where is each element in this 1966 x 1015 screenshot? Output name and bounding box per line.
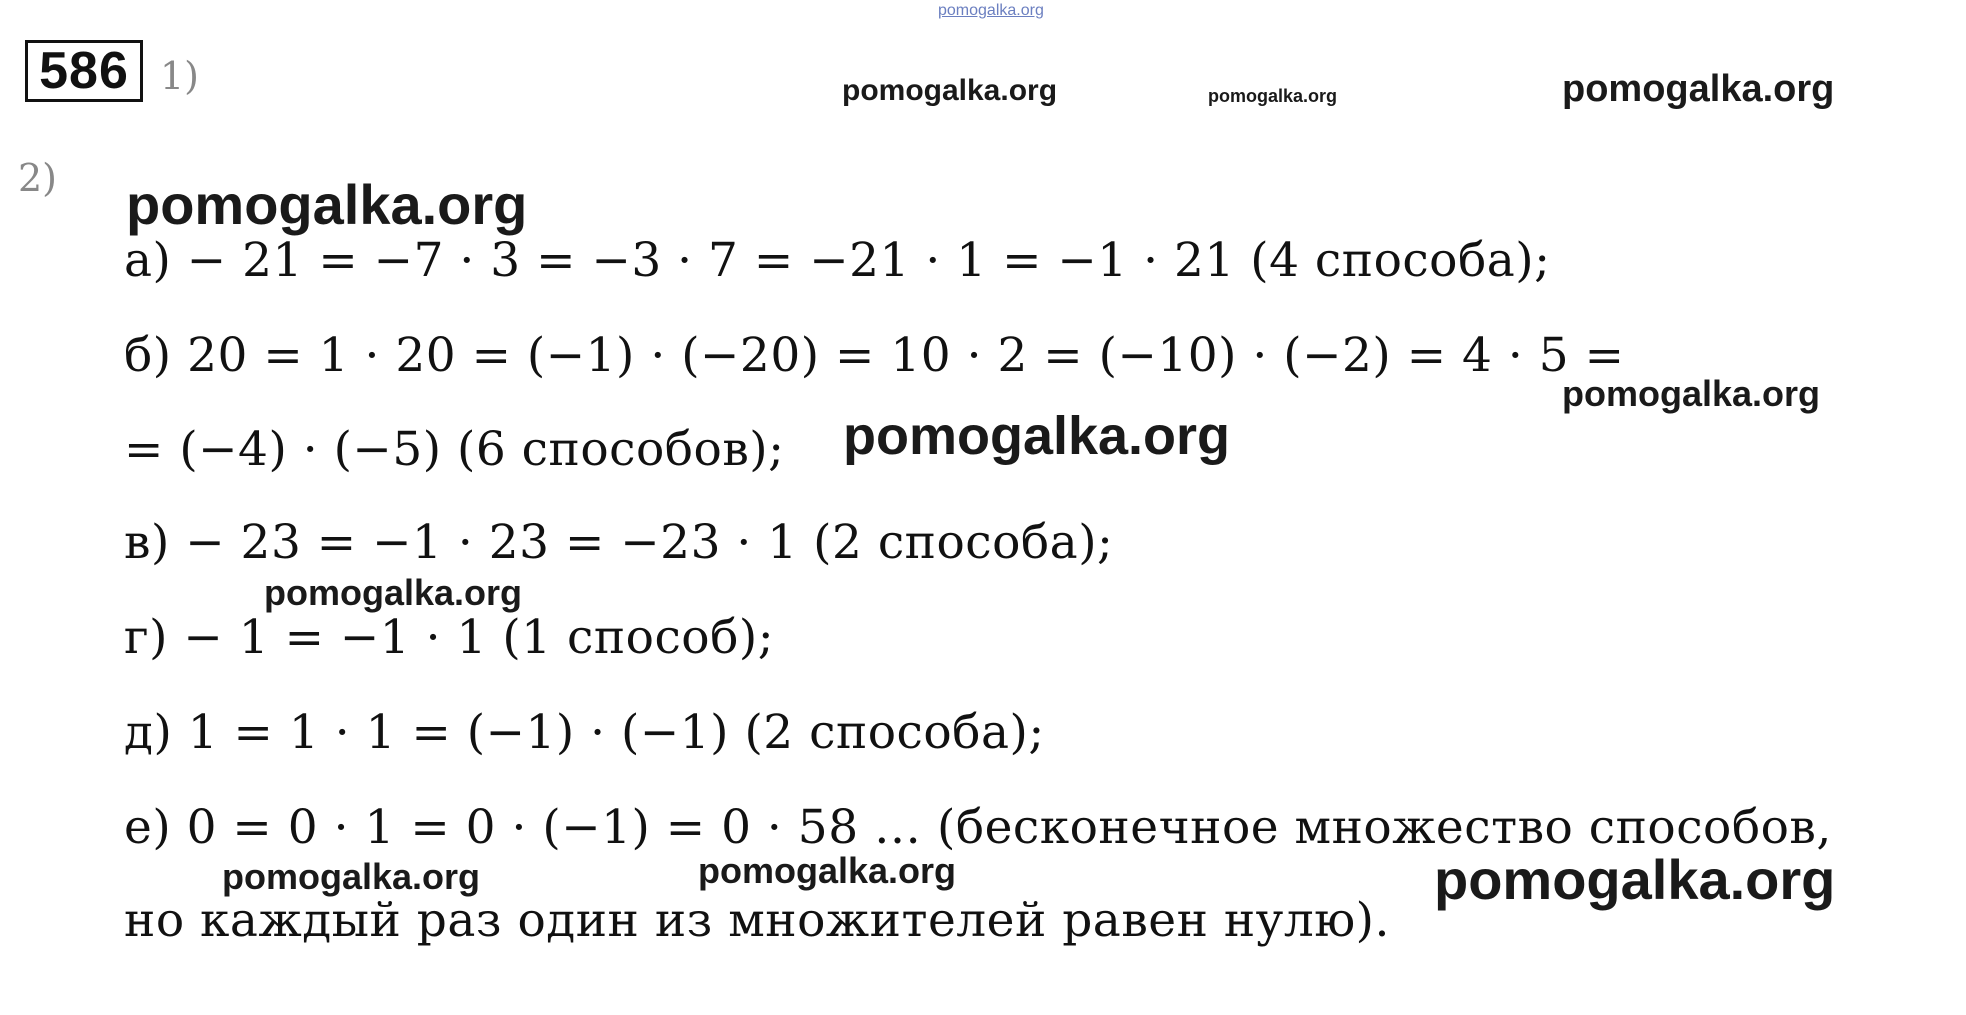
solution-line-a: а) − 21 = −7 · 3 = −3 · 7 = −21 · 1 = −1 · 21 (4 способа); (124, 233, 1551, 288)
task-number-box: 586 (25, 40, 143, 102)
watermark: pomogalka.org (222, 856, 481, 897)
watermark: pomogalka.org (1562, 68, 1835, 110)
watermark: pomogalka.org (1562, 373, 1821, 414)
watermark: pomogalka.org (264, 572, 523, 613)
part-1-label: 1) (160, 54, 200, 98)
solution-line-b-part1: б) 20 = 1 · 20 = (−1) · (−20) = 10 · 2 = (−10) · (−2) = 4 · 5 = (124, 328, 1625, 383)
solution-line-e-part2: но каждый раз один из множителей равен нулю). (124, 893, 1390, 948)
part-2-label: 2) (18, 156, 58, 200)
solution-line-g: г) − 1 = −1 · 1 (1 способ); (124, 610, 775, 665)
watermark: pomogalka.org (698, 850, 957, 891)
solution-line-e-part1: е) 0 = 0 · 1 = 0 · (−1) = 0 · 58 … (бесконечное множество способов, (124, 800, 1832, 855)
watermark-top-link[interactable]: pomogalka.org (938, 2, 1044, 19)
solution-line-d: д) 1 = 1 · 1 = (−1) · (−1) (2 способа); (124, 705, 1045, 760)
watermark: pomogalka.org (126, 173, 528, 236)
watermark: pomogalka.org (1208, 86, 1338, 106)
solution-line-b-part2: = (−4) · (−5) (6 способов); (124, 422, 785, 477)
watermark: pomogalka.org (842, 74, 1058, 107)
solution-line-v: в) − 23 = −1 · 23 = −23 · 1 (2 способа); (124, 515, 1114, 570)
watermark: pomogalka.org (1434, 848, 1836, 911)
watermark: pomogalka.org (843, 406, 1231, 466)
